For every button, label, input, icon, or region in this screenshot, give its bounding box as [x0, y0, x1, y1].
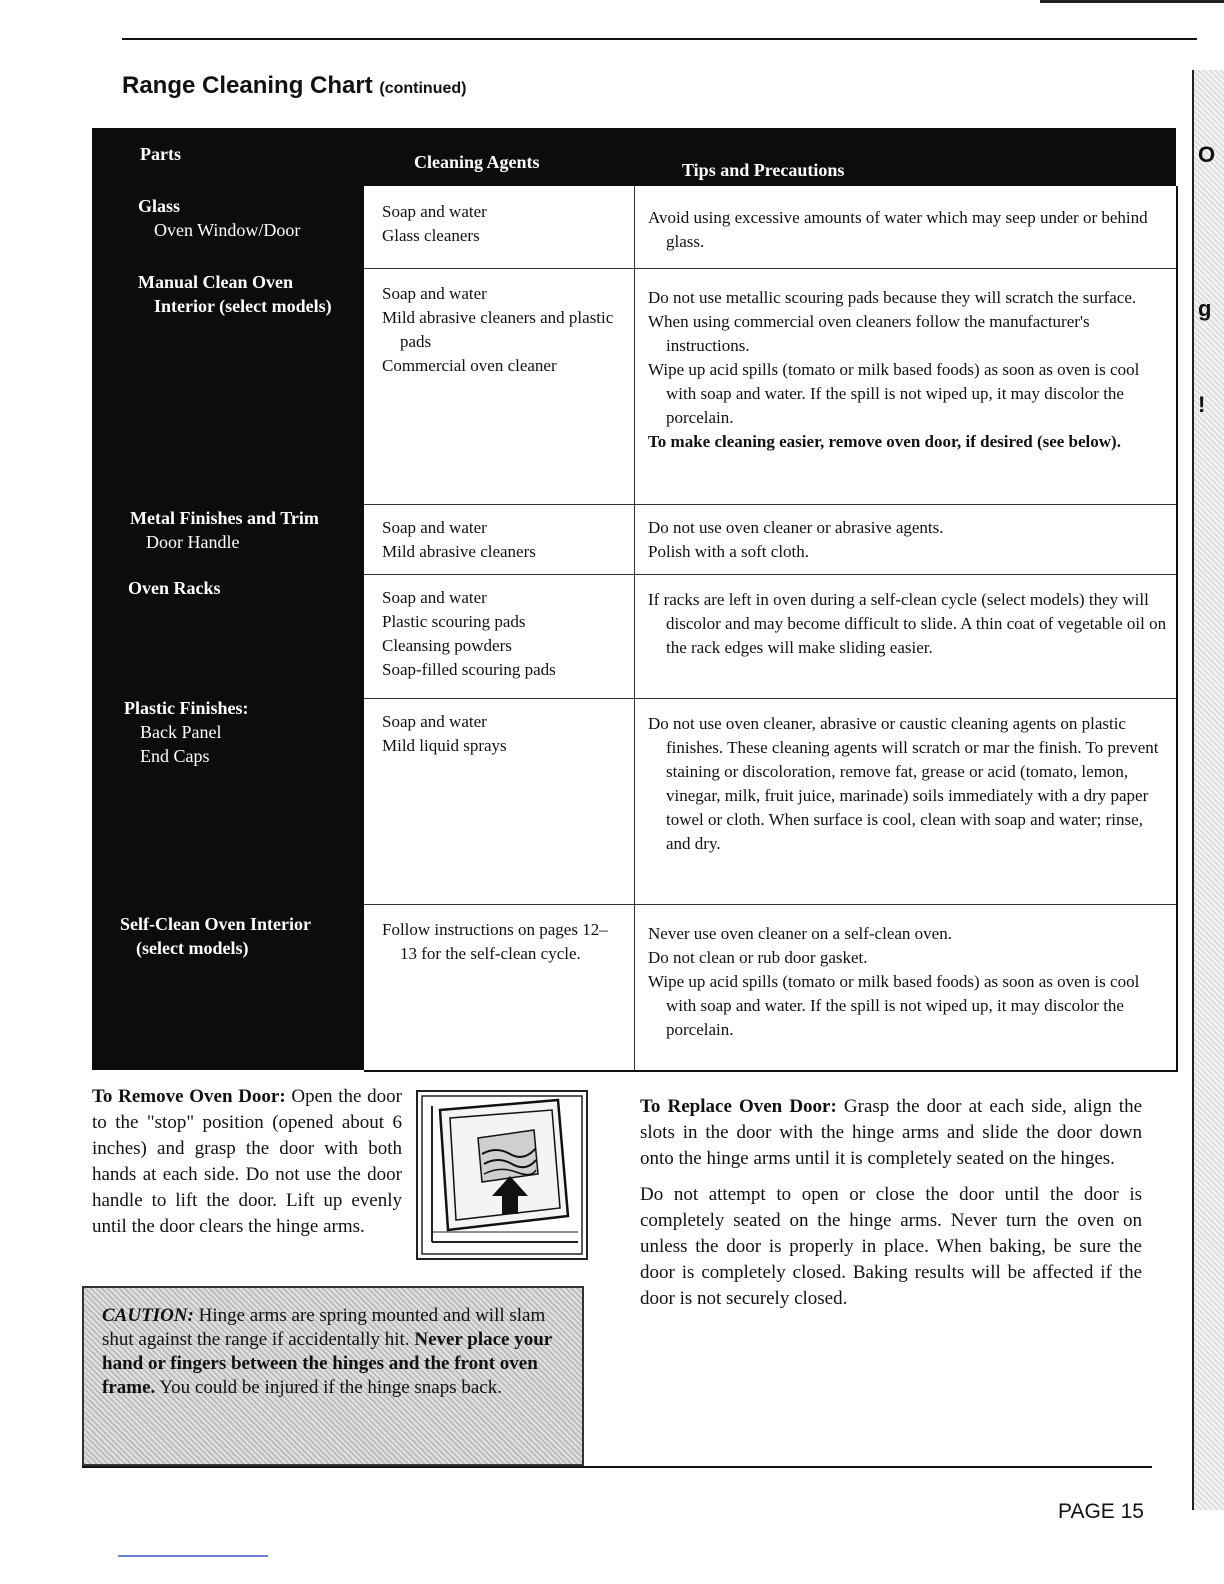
- replace-door-section: [640, 1094, 1142, 1322]
- caution-text-2: You could be injured if the hinge snaps back.: [159, 1377, 502, 1398]
- tips-cell: Do not use metallic scouring pads because they will scratch the surface. When using commercial oven cleaners follow the manufacturer's instructions. Wipe up acid spills (tomato or milk based foods) as soon as oven is cool with soap and water. If the spill is not wiped up, it may discolor the porcelain. To make cleaning easier, remove oven door, if desired (see below).: [648, 288, 1140, 451]
- bottom-accent-line: [118, 1555, 268, 1557]
- page-number: PAGE 15: [1058, 1500, 1144, 1523]
- table-row: [364, 186, 1176, 269]
- edge-glyph: O: [1198, 142, 1216, 167]
- page-title: [122, 72, 466, 100]
- tips-cell: Do not use oven cleaner, abrasive or caustic cleaning agents on plastic finishes. These cleaning agents will scratch or mar the finish. To prevent staining or discoloration, remove fat, grease or acid (tomato, lemon, vinegar, milk, fruit juice, marinade) soils immediately with a dry paper towel or cloth. When surface is cool, clean with soap and water; rinse, and dry.: [648, 714, 1159, 853]
- tips-cell: Avoid using excessive amounts of water which may seep under or behind glass.: [648, 208, 1148, 251]
- part-label: Self-Clean Oven Interior (select models): [120, 914, 311, 958]
- agents-cell: Follow instructions on pages 12–13 for the self-clean cycle.: [382, 920, 608, 963]
- table-row: [364, 698, 1176, 905]
- caution-text-1: Hinge arms are spring mounted and will slam shut against the range if accidentally hit.: [102, 1305, 546, 1350]
- title-main: Range Cleaning Chart: [122, 72, 373, 99]
- remove-door-heading: To Remove Oven Door:: [92, 1086, 286, 1107]
- agents-cell: Soap and water Mild liquid sprays: [382, 712, 507, 755]
- replace-door-text: Grasp the door at each side, align the slots in the door with the hinge arms and slide the door down onto the hinge arms until it is completely seated on the hinges.: [640, 1096, 1143, 1169]
- remove-door-section: [92, 1084, 402, 1240]
- remove-door-text: Open the door to the "stop" position (opened about 6 inches) and grasp the door with both hands at each side. Do not use the door handle to lift the door. Lift up evenly until the door clears the hinge arms.: [92, 1086, 402, 1237]
- caution-label: CAUTION:: [102, 1305, 194, 1326]
- agents-cell: Soap and water Glass cleaners: [382, 202, 487, 245]
- part-label: Glass Oven Window/Door: [138, 196, 301, 240]
- part-label: Metal Finishes and Trim Door Handle: [130, 508, 319, 552]
- part-label: Oven Racks: [128, 578, 221, 598]
- bottom-rule: [82, 1466, 1152, 1468]
- edge-glyph: g: [1198, 296, 1212, 321]
- oven-door-drawing: [418, 1092, 586, 1258]
- header-agents: Cleaning Agents: [414, 152, 540, 172]
- table-row: [364, 904, 1176, 1070]
- agents-cell: Soap and water Mild abrasive cleaners and plastic pads Commercial oven cleaner: [382, 284, 614, 375]
- top-right-rule: [1040, 0, 1224, 3]
- part-label: Manual Clean Oven Interior (select models): [138, 272, 332, 316]
- header-parts: Parts: [140, 144, 181, 164]
- oven-door-illustration: [416, 1090, 588, 1260]
- tips-cell: If racks are left in oven during a self-clean cycle (select models) they will discolor and may become difficult to slide. A thin coat of vegetable oil on the rack edges will make sliding easier.: [648, 590, 1167, 657]
- replace-door-text-2: Do not attempt to open or close the door until the door is completely seated on the hinge arms. Never turn the oven on unless the door is properly in place. When baking, be sure the door is completely closed. Baking results will be affected if the door is not securely closed.: [640, 1184, 1142, 1309]
- table-row: [364, 504, 1176, 575]
- cleaning-chart: [92, 128, 1176, 1070]
- page-edge-bar: [1192, 70, 1224, 1510]
- chart-grid: [364, 186, 1178, 1072]
- edge-glyph: !: [1198, 392, 1206, 417]
- tips-cell: Do not use oven cleaner or abrasive agents. Polish with a soft cloth.: [648, 518, 944, 561]
- tips-cell: Never use oven cleaner on a self-clean oven. Do not clean or rub door gasket. Wipe up acid spills (tomato or milk based foods) as soon as oven is cool with soap and water. If the spill is not wiped up, it may discolor the porcelain.: [648, 924, 1140, 1039]
- caution-bold: Never place your hand or fingers between the hinges and the front oven frame.: [102, 1329, 552, 1398]
- caution-box: [82, 1286, 584, 1466]
- top-rule: [122, 38, 1197, 40]
- agents-cell: Soap and water Plastic scouring pads Cleansing powders Soap-filled scouring pads: [382, 588, 556, 679]
- table-row: [364, 268, 1176, 505]
- caution-text: [102, 1304, 570, 1400]
- table-row: [364, 574, 1176, 699]
- part-label: Plastic Finishes: Back Panel End Caps: [124, 698, 249, 766]
- replace-door-heading: To Replace Oven Door:: [640, 1096, 837, 1117]
- header-tips: Tips and Precautions: [682, 160, 845, 180]
- agents-cell: Soap and water Mild abrasive cleaners: [382, 518, 536, 561]
- title-suffix: (continued): [379, 80, 467, 97]
